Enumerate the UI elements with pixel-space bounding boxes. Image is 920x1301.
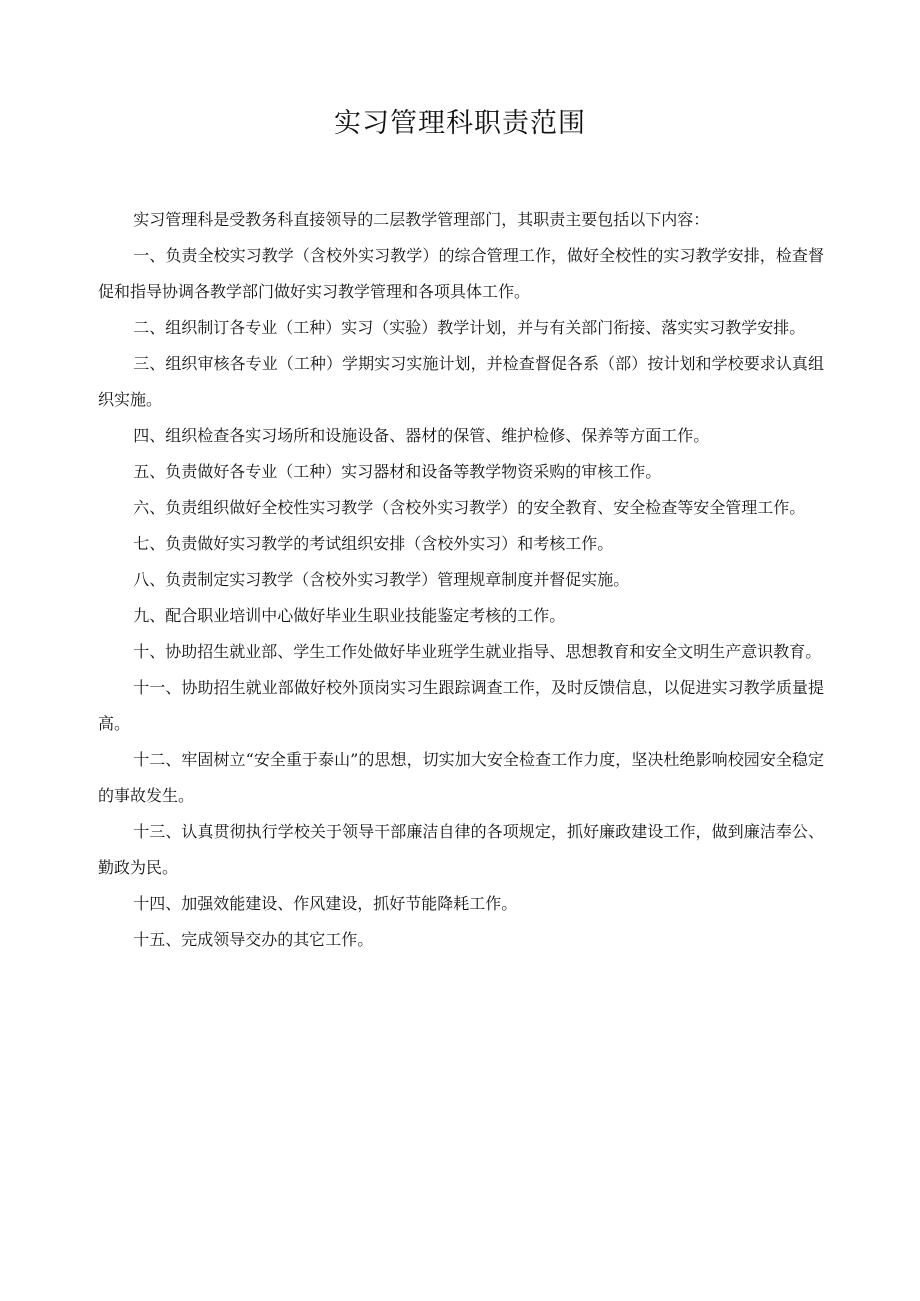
document-body [98, 202, 824, 958]
duty-item-3: 三、组织审核各专业（工种）学期实习实施计划，并检查督促各系（部）按计划和学校要求认真组织实施。 [98, 354, 824, 409]
duty-item-5: 五、负责做好各专业（工种）实习器材和设备等教学物资采购的审核工作。 [133, 462, 662, 481]
duty-item-10: 十、协助招生就业部、学生工作处做好毕业班学生就业指导、思想教育和安全文明生产意识教育。 [133, 642, 822, 661]
page-title: 实习管理科职责范围 [334, 108, 586, 139]
duty-item-15: 十五、完成领导交办的其它工作。 [133, 930, 374, 949]
intro-paragraph: 实习管理科是受教务科直接领导的二层教学管理部门，其职责主要包括以下内容： [133, 210, 710, 229]
duty-item-8: 八、负责制定实习教学（含校外实习教学）管理规章制度并督促实施。 [133, 570, 630, 589]
duty-item-13: 十三、认真贯彻执行学校关于领导干部廉洁自律的各项规定，抓好廉政建设工作，做到廉洁奉公、勤政为民。 [98, 822, 824, 877]
duty-item-6: 六、负责组织做好全校性实习教学（含校外实习教学）的安全教育、安全检查等安全管理工作。 [133, 498, 806, 517]
duty-item-14: 十四、加强效能建设、作风建设，抓好节能降耗工作。 [133, 894, 518, 913]
duty-item-11: 十一、协助招生就业部做好校外顶岗实习生跟踪调查工作，及时反馈信息，以促进实习教学质量提高。 [98, 678, 824, 733]
duty-item-7: 七、负责做好实习教学的考试组织安排（含校外实习）和考核工作。 [133, 534, 614, 553]
duty-item-1: 一、负责全校实习教学（含校外实习教学）的综合管理工作，做好全校性的实习教学安排，检查督促和指导协调各教学部门做好实习教学管理和各项具体工作。 [98, 246, 824, 301]
duty-item-2: 二、组织制订各专业（工种）实习（实验）教学计划，并与有关部门衔接、落实实习教学安排。 [133, 318, 806, 337]
duty-item-12: 十二、牢固树立“安全重于泰山”的思想，切实加大安全检查工作力度，坚决杜绝影响校园安全稳定的事故发生。 [98, 750, 824, 805]
duty-item-9: 九、配合职业培训中心做好毕业生职业技能鉴定考核的工作。 [133, 606, 566, 625]
duty-item-4: 四、组织检查各实习场所和设施设备、器材的保管、维护检修、保养等方面工作。 [133, 426, 710, 445]
